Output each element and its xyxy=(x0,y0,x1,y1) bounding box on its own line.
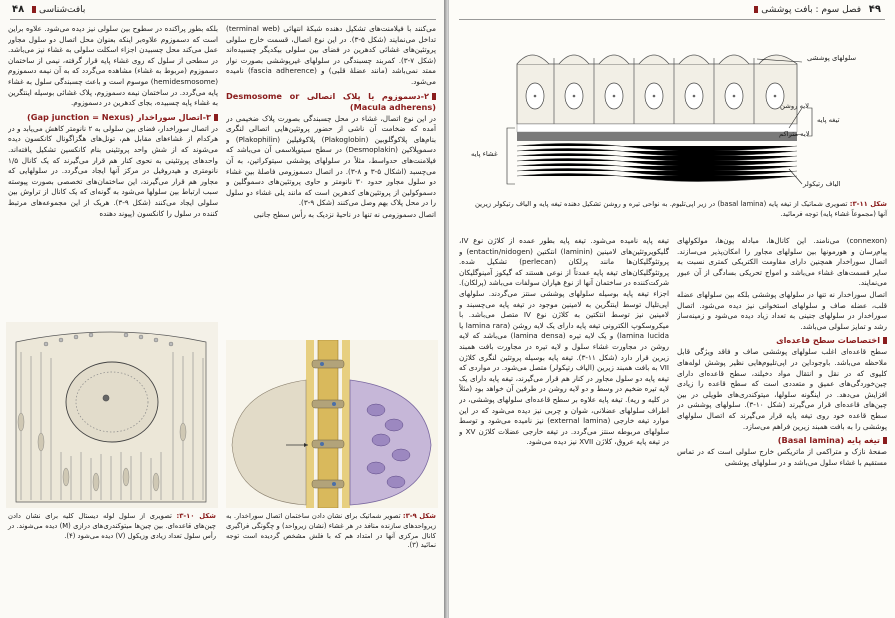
left-page-left-column xyxy=(8,24,218,320)
page-number: ۴۹ xyxy=(868,4,881,15)
right-page-header xyxy=(459,4,885,18)
paragraph: بلکه بطور پراکنده در سطوح بین سلولی نیز دیده می‌شود. علاوه براین است که دسموزوم علاوه‌بر اینکه بعنوان محل اتصال دو سلول مجاور عمل می‌کند محل چسبیدن اجزاء اسکلت سلولی به غشاء نیز می‌باشد. در سطحی از سلول که روی غشاء پایه قرار گرفته، نیمی از ساختمان دسموزوم (مربوط به غشاء) مشاهده می‌گردد که به آن نیمه دسموزوم (hemidesmosome) موسوم است و باعث چسبندگی سلول به غشاء پایه می‌گردد. در ساختمان نیمه دسموزوم، پلاک غشائی بوسیله اینتگرین به غشاء پایه چسبیده، بجای کدهرین در دسموزوم. xyxy=(8,24,218,108)
right-page xyxy=(449,0,895,618)
left-page-header xyxy=(10,4,436,18)
section-heading-basal-lamina: تیغه پایه (Basal lamina) xyxy=(677,435,887,446)
label-lamina-lucida: لایه روشن xyxy=(780,102,810,110)
paragraph: در اتصال سوراخدار، فضای بین سلولی به ۲ نانومتر کاهش می‌یابد و در هرکدام از غشاءهای مقابل هم، تونل‌های هگزاگونال کانکسون دیده می‌شوند که از شش واحد پروتئینی بنام کانکسین تشکیل یافته‌اند. واحدهای پروتئینی به نحوی کنار هم قرار می‌گیرند که یک کانال ۱/۵ نانومتری و هیدروفیل در مرکز آنها ایجاد می‌گردد. در سلولهایی که مجاور هم قرار می‌گیرند، این ساختمان‌های تخصصی بصورت پیوسته سبب ارتباط بین سلولها می‌شود به گونه‌ای که یک کانال از تراوش بین سلولی ایجاد می‌کنند (شکل ۹-۳). هریک از این مجموعه‌های مرتبط کننده در سلول را کانکسون (پیوند دهنده xyxy=(8,123,218,218)
section-heading-gap-junction: ۳-اتصال سوراخدار (Gap junction = Nexus) xyxy=(8,112,218,123)
label-epithelial-cells: سلولهای پوششی xyxy=(807,54,857,62)
right-page-left-column xyxy=(459,236,669,584)
paragraph: در این نوع اتصال، غشاء در محل چسبندگی بصورت پلاک ضخیمی در آمده که ضخامت آن ناشی از حضور پروتئین‌هایی اتصالی لنگری بنام‌های پلاکوگلوبین (Plakoglobin) پلاکوفیلین (Plakophilin) و دسموپلاکین (Desmoplakin) در سطح سیتوپلاسمی آن می‌باشد که فیلامنت‌های حدواسط، مثلاً در سلولهای پوششی سیتوکراتین، به آن می‌چسبد (اشکال ۵-۳ و ۸-۳). در اتصال دسموزومی فاصلهٔ بین غشاء دو سلول مجاور حدود ۳۰ نانومتر و حاوی پروتئین‌های دسموگلین و دسموکولین از پروتئین‌های کدهرین است که مانند یلی غشاء دو سلول را در محل پلاک بهم وصل می‌کنند (شکل ۹-۳). xyxy=(226,113,436,208)
paragraph: تیغه پایه نامیده می‌شود. تیغه پایه بطور عمده از کلاژن نوع IV، گلیکوپروتئین‌های لامینین (laminin) انتکتین (entactin/nidogen) و پروتئوگلیکان‌ها مانند پرلکان (perlecan) تشکیل شده. پروتئوگلیکان‌های تیغه پایه عمدتاً از نوعی هستند که گیکوز آمینوگلیکان شرکت‌کننده در ساختمان آنها از نوع هپاران سولفات می‌باشد (پرلکان). اجزاء تیغه پایه بوسیله سلولهای پوششی سنتز می‌گردند. سلولهای اپی‌تلیال توسط اینتگرین به لامینین موجود در تیغه پایه می‌چسبند و لامینین نیز توسط انتکتین به کلاژن نوع IV متصل می‌باشد. با میکروسکوپ الکترونی تیغه پایه دارای یک لایه روشن (lamina rara یا lamina lucida) و یک لایه تیره (lamina densa) می‌باشد که لایه روشن در مجاورت غشاء سلول و لایه تیره در مجاورت بافت همبند زیرین قرار دارد (شکل ۱۱-۳). تیغه پایه بوسیله پروتئین لنگری کلاژن VII به بافت همبند زیرین (الیاف رتیکولر) متصل می‌شود. در مواردی که تیغه پایه دو سلول مجاور در کنار هم قرار می‌گیرند، تیغه پایه دارای یک لایه تیره ضخیم در وسط و دو لایه روشن در طرفین آن خواهد بود (مثلاً در کلیه و ریه). تیغه پایه علاوه بر سطح قاعده‌ای سلولهای پوششی، در اطراف سلولهای عضلانی، شوان و چربی نیز دیده می‌شود که در این موارد تیغه خارجی (external lamina) نیز نامیده می‌شود و توسط سلولهای مربوطه سنتز می‌گردد. در تیغه خارجی عضلات کلاژن XV و در تیغه پایه عروق، کلاژن XVII نیز دیده می‌شود. xyxy=(459,236,669,447)
figure-label: شکل ۱۰-۳: xyxy=(176,512,216,520)
paragraph: اتصال دسموزومی نه تنها در ناحیهٔ نزدیک به رأس سطح جانبی xyxy=(253,209,436,219)
label-basement-membrane: غشاء پایه xyxy=(471,150,498,158)
figure-3-10-caption: شکل ۱۰-۳: تصویری از سلول لوله دیستال کلیه برای نشان دادن چین‌های قاعده‌ای. بین چین‌ها میتوکندری‌های درازی (M) دیده می‌شوند. در رأس سلول تعداد زیادی وزیکول (V) دیده می‌شود (۴). xyxy=(8,512,216,540)
figure-gap-junction xyxy=(226,340,438,508)
figure-3-9-caption: شکل ۹-۳: تصویر شماتیک برای نشان دادن ساختمان اتصال سوراخدار. به زیرواحدهای سازنده منافذ در هر غشاء (نشان زیرواحد) و چگونگی فراگیری کانال مرکزی آنها در امتداد هم که با فلش مشخص گردیده است توجه نمائید (۳). xyxy=(226,512,436,550)
paragraph: سطح قاعده‌ای اغلب سلولهای پوششی صاف و فاقد ویژگی قابل ملاحظه می‌باشد. باوجوداین در اپی‌تلیوم‌هایی نظیر پوشش لوله‌های کلیوی که در نقل و انتقال مواد دخیلند، سطح قاعده‌ای دارای چین‌خوردگی‌های عمیق و متعددی است که سطح قاعده را زیادی افزایش می‌دهد. در اینگونه سلولها، میتوکندری‌های طویلی در بین چین‌های قاعده‌ای قرار می‌گیرند (شکل ۱۰-۳). سلولهای پوششی در سطح قاعده خود روی تیغه پایه قرار می‌گیرند که اتصال سلولهای پوششی را به بافت همبند زیرین فراهم می‌سازد. xyxy=(677,347,887,431)
label-basal-lamina: تیغه پایه xyxy=(817,116,840,124)
left-page-right-column xyxy=(226,24,436,326)
figure-label: شکل ۹-۳: xyxy=(402,512,436,520)
paragraph: صفحهٔ نازک و متراکمی از ماتریکس خارج سلولی است که در تماس مستقیم با غشاء سلول می‌باشد و در سلولهای پوششی xyxy=(677,447,887,467)
running-title: فصل سوم : بافت پوششی xyxy=(754,5,861,15)
label-reticular-fibers: الیاف رتیکولر xyxy=(803,180,841,188)
section-heading-basal-surface: اختصاصات سطح قاعده‌ای xyxy=(677,335,887,346)
page-number: ۴۸ xyxy=(12,4,25,15)
figure-distal-tubule-cell xyxy=(6,322,218,508)
right-page-right-column xyxy=(677,236,887,584)
figure-label: شکل ۱۱-۳: xyxy=(849,200,887,208)
paragraph: اتصال سوراخدار نه تنها در سلولهای پوششی بلکه بین سلولهای عضله قلب، عضله صاف و سلولهای استخوانی نیز دیده می‌شود. اتصال سوراخدار در سلولهای جنینی به تعداد زیاد دیده می‌شود و زمینه‌ساز رشد و تمایز سلولی می‌باشد. xyxy=(677,289,887,331)
running-title: بافت‌شناسی xyxy=(32,5,85,15)
left-page xyxy=(0,0,446,618)
label-lamina-densa: لایه متراکم xyxy=(779,130,810,138)
figure-3-11-caption: شکل ۱۱-۳: تصویری شماتیک از تیغه پایه (basal lamina) در زیر اپی‌تلیوم. به نواحی تیره و روشن تشکیل دهنده تیغه پایه و الیاف رتیکولر زیرین آنها (مجموعاً غشاء پایه) توجه فرمائید. xyxy=(475,200,887,218)
paragraph: (connexon) می‌نامند. این کانال‌ها، مبادله یون‌ها، مولکولهای پیام‌رسان و هورمونها بین سلولهای مجاور را امکان‌پذیر می‌سازند. اتصال سوراخدار همچنین دارای مقاومت الکتریکی کمتری نسبت به سایر قسمت‌های غشاء می‌باشد و امواج تحریکی بسادگی از آن عبور می‌نمایند. xyxy=(677,236,887,288)
paragraph: می‌کنند با فیلامنت‌های تشکیل دهنده شبکهٔ انتهائی (terminal web) تداخل می‌نمایند (شکل ۵-۳). در این نوع اتصال، قسمت خارج سلولی پروتئین‌های غشائی کدهرین در فضای بین سلولی بیکدیگر چسبیده‌اند (شکل ۷-۳). کمربند چسبندگی در سلولهای غیرپوششی بصورت نوار ممتد نمی‌باشد (مانند عضلهٔ قلبی) و (fascia adherence) نامیده می‌شود. xyxy=(226,24,436,86)
figure-basal-lamina xyxy=(457,24,889,200)
section-heading-desmosome: ۲-دسموزوم یا پلاک اتصالی Desmosome or (Macula adherens) xyxy=(226,90,436,112)
